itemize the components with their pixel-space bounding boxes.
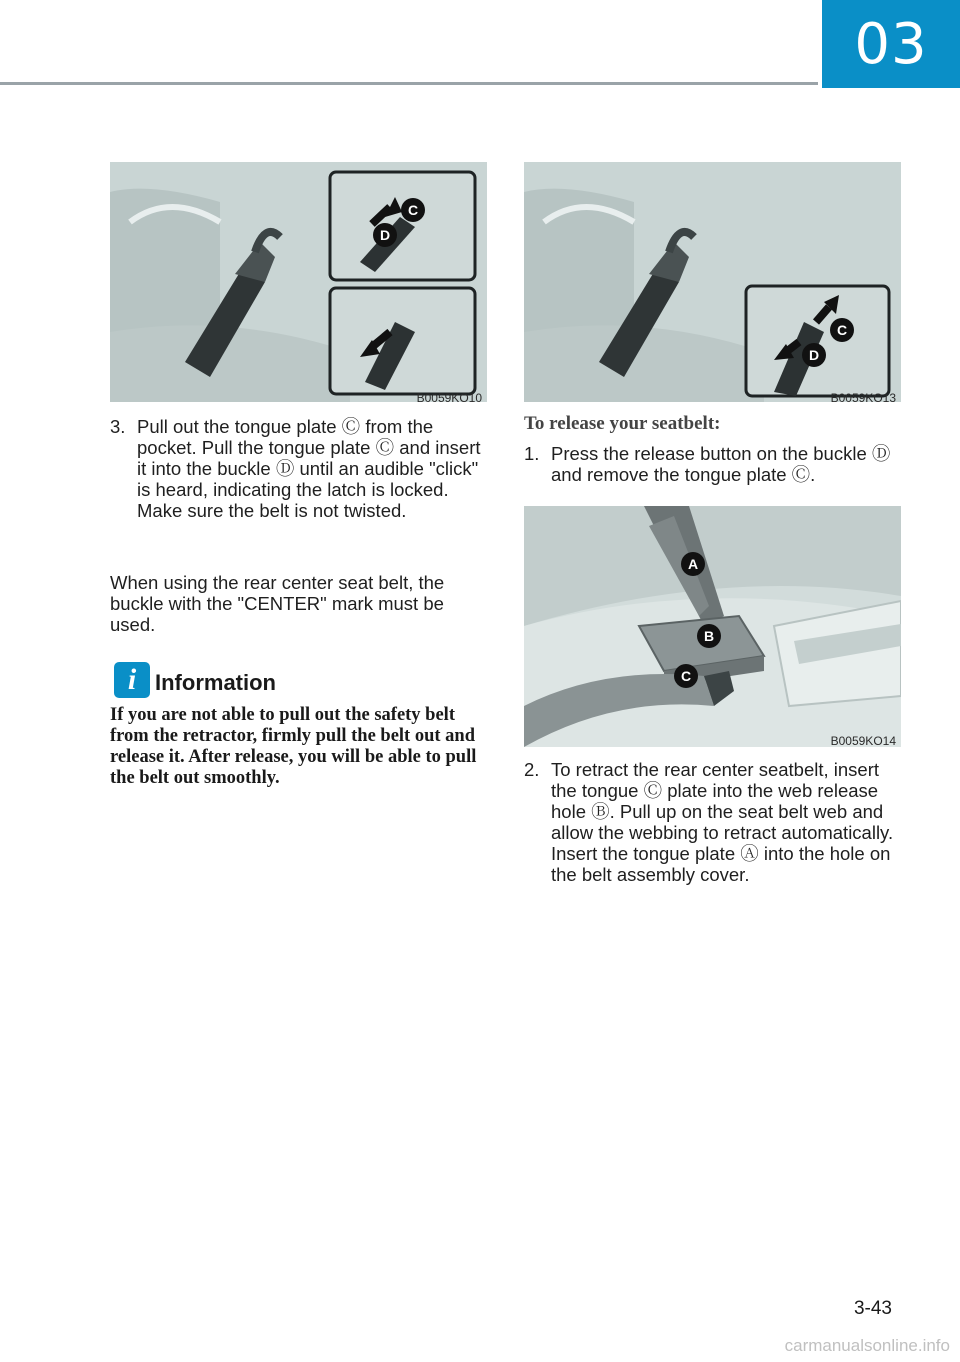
chapter-tab: 03 <box>822 0 960 88</box>
figure-code: B0059KO13 <box>830 391 896 405</box>
step-number: 2. <box>524 759 540 780</box>
watermark: carmanualsonline.info <box>784 1336 950 1355</box>
step-3 <box>110 416 490 521</box>
release-subheading: To release your seatbelt: <box>524 413 721 434</box>
seatbelt-illustration <box>110 162 487 402</box>
label-a: A <box>687 556 699 572</box>
label-c: C <box>680 668 692 684</box>
step-1 <box>524 443 904 485</box>
seatbelt-illustration <box>524 506 901 747</box>
step-text: Press the release button on the buckle Ⓓ and remove the tongue plate Ⓒ. <box>551 443 891 485</box>
seatbelt-illustration <box>524 162 901 402</box>
step-text: To retract the rear center seatbelt, insert the tongue Ⓒ plate into the web release hole Ⓑ. Pull up on the seat belt web and allow the webbing to retract automatically. Insert the tongue plate Ⓐ into the hole on the belt assembly cover. <box>551 759 894 885</box>
step-number: 3. <box>110 416 126 437</box>
label-d: D <box>379 227 391 243</box>
page-number: 3-43 <box>853 1298 892 1319</box>
figure-code: B0059KO10 <box>416 391 482 405</box>
figure-tongue-plate-pocket <box>110 162 487 402</box>
header-rule <box>0 82 818 85</box>
info-body: If you are not able to pull out the safety belt from the retractor, firmly pull the belt out and release it. After release, you will be able to pull the belt out smoothly. <box>110 705 477 788</box>
center-belt-note: When using the rear center seat belt, the buckle with the "CENTER" mark must be used. <box>110 572 445 635</box>
label-c: C <box>407 202 419 218</box>
step-text: Pull out the tongue plate Ⓒ from the pocket. Pull the tongue plate Ⓒ and insert it into the buckle Ⓓ until an audible "click" is heard, indicating the latch is locked. Make sure the belt is not twisted. <box>137 416 481 521</box>
figure-code: B0059KO14 <box>830 734 896 748</box>
label-b: B <box>703 628 715 644</box>
info-icon: i <box>114 662 150 698</box>
figure-center-belt-cover <box>524 506 901 747</box>
step-2 <box>524 759 904 885</box>
label-c: C <box>836 322 848 338</box>
step-number: 1. <box>524 443 540 464</box>
label-d: D <box>808 347 820 363</box>
info-title: Information <box>155 670 276 695</box>
figure-release-buckle <box>524 162 901 402</box>
